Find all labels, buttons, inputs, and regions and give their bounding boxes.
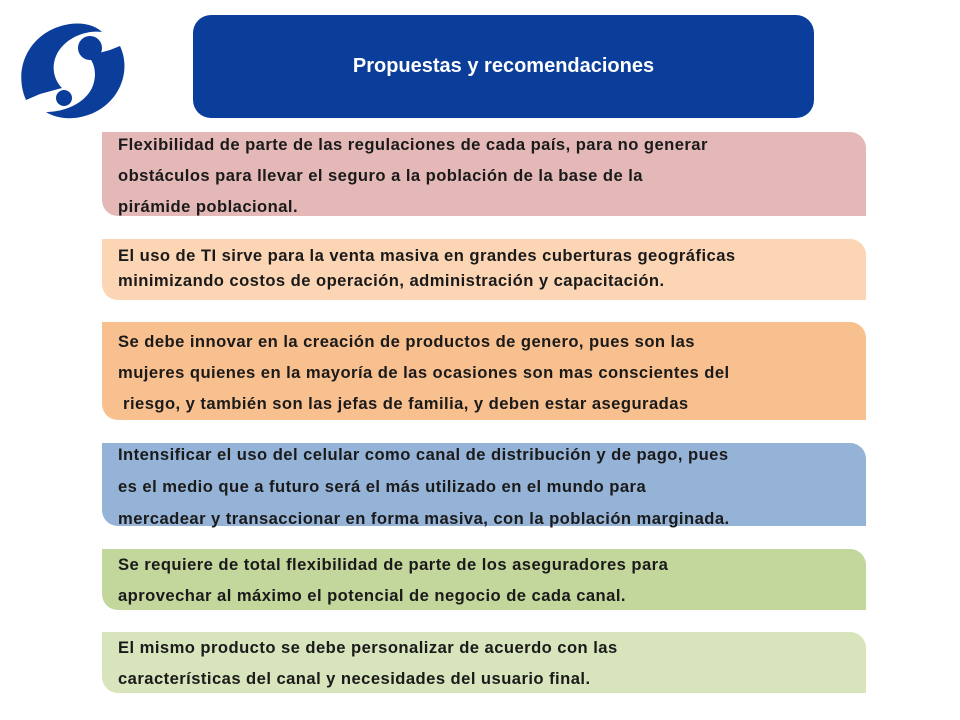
recommendation-card-2 — [102, 239, 866, 300]
card-3-line-3: riesgo, y también son las jefas de familia, y deben estar aseguradas — [118, 394, 689, 413]
card-6-line-2: características del canal y necesidades del usuario final. — [118, 669, 591, 688]
card-1-line-3: pirámide poblacional. — [118, 197, 299, 216]
company-logo-icon — [18, 18, 128, 123]
card-3-line-2: mujeres quienes en la mayoría de las ocasiones son mas conscientes del — [118, 363, 730, 382]
card-3-line-1: Se debe innovar en la creación de productos de genero, pues son las — [118, 332, 695, 351]
card-6-line-1: El mismo producto se debe personalizar de acuerdo con las — [118, 638, 618, 657]
card-1-line-1: Flexibilidad de parte de las regulaciones de cada país, para no generar — [118, 135, 708, 154]
page-title: Propuestas y recomendaciones — [352, 55, 655, 77]
card-4-line-1: Intensificar el uso del celular como canal de distribución y de pago, pues — [118, 445, 729, 464]
card-5-line-1: Se requiere de total flexibilidad de parte de los aseguradores para — [118, 555, 669, 574]
logo-dot-top — [78, 36, 102, 60]
recommendation-card-1 — [102, 132, 866, 216]
title-banner — [193, 15, 814, 118]
card-5-line-2: aprovechar al máximo el potencial de negocio de cada canal. — [118, 586, 626, 605]
card-1-line-2: obstáculos para llevar el seguro a la población de la base de la — [118, 166, 643, 185]
card-4-line-3: mercadear y transaccionar en forma masiva, con la población marginada. — [118, 509, 730, 528]
recommendation-card-6 — [102, 632, 866, 693]
card-2-line-1: El uso de TI sirve para la venta masiva en grandes cuberturas geográficas — [118, 246, 736, 265]
recommendation-card-3 — [102, 322, 866, 420]
card-2-line-2: minimizando costos de operación, administración y capacitación. — [118, 271, 665, 290]
logo-dot-bottom — [56, 90, 72, 106]
recommendation-card-4 — [102, 443, 866, 526]
recommendation-card-5 — [102, 549, 866, 610]
logo-upper-swoosh — [21, 23, 102, 100]
card-4-line-2: es el medio que a futuro será el más utilizado en el mundo para — [118, 477, 647, 496]
